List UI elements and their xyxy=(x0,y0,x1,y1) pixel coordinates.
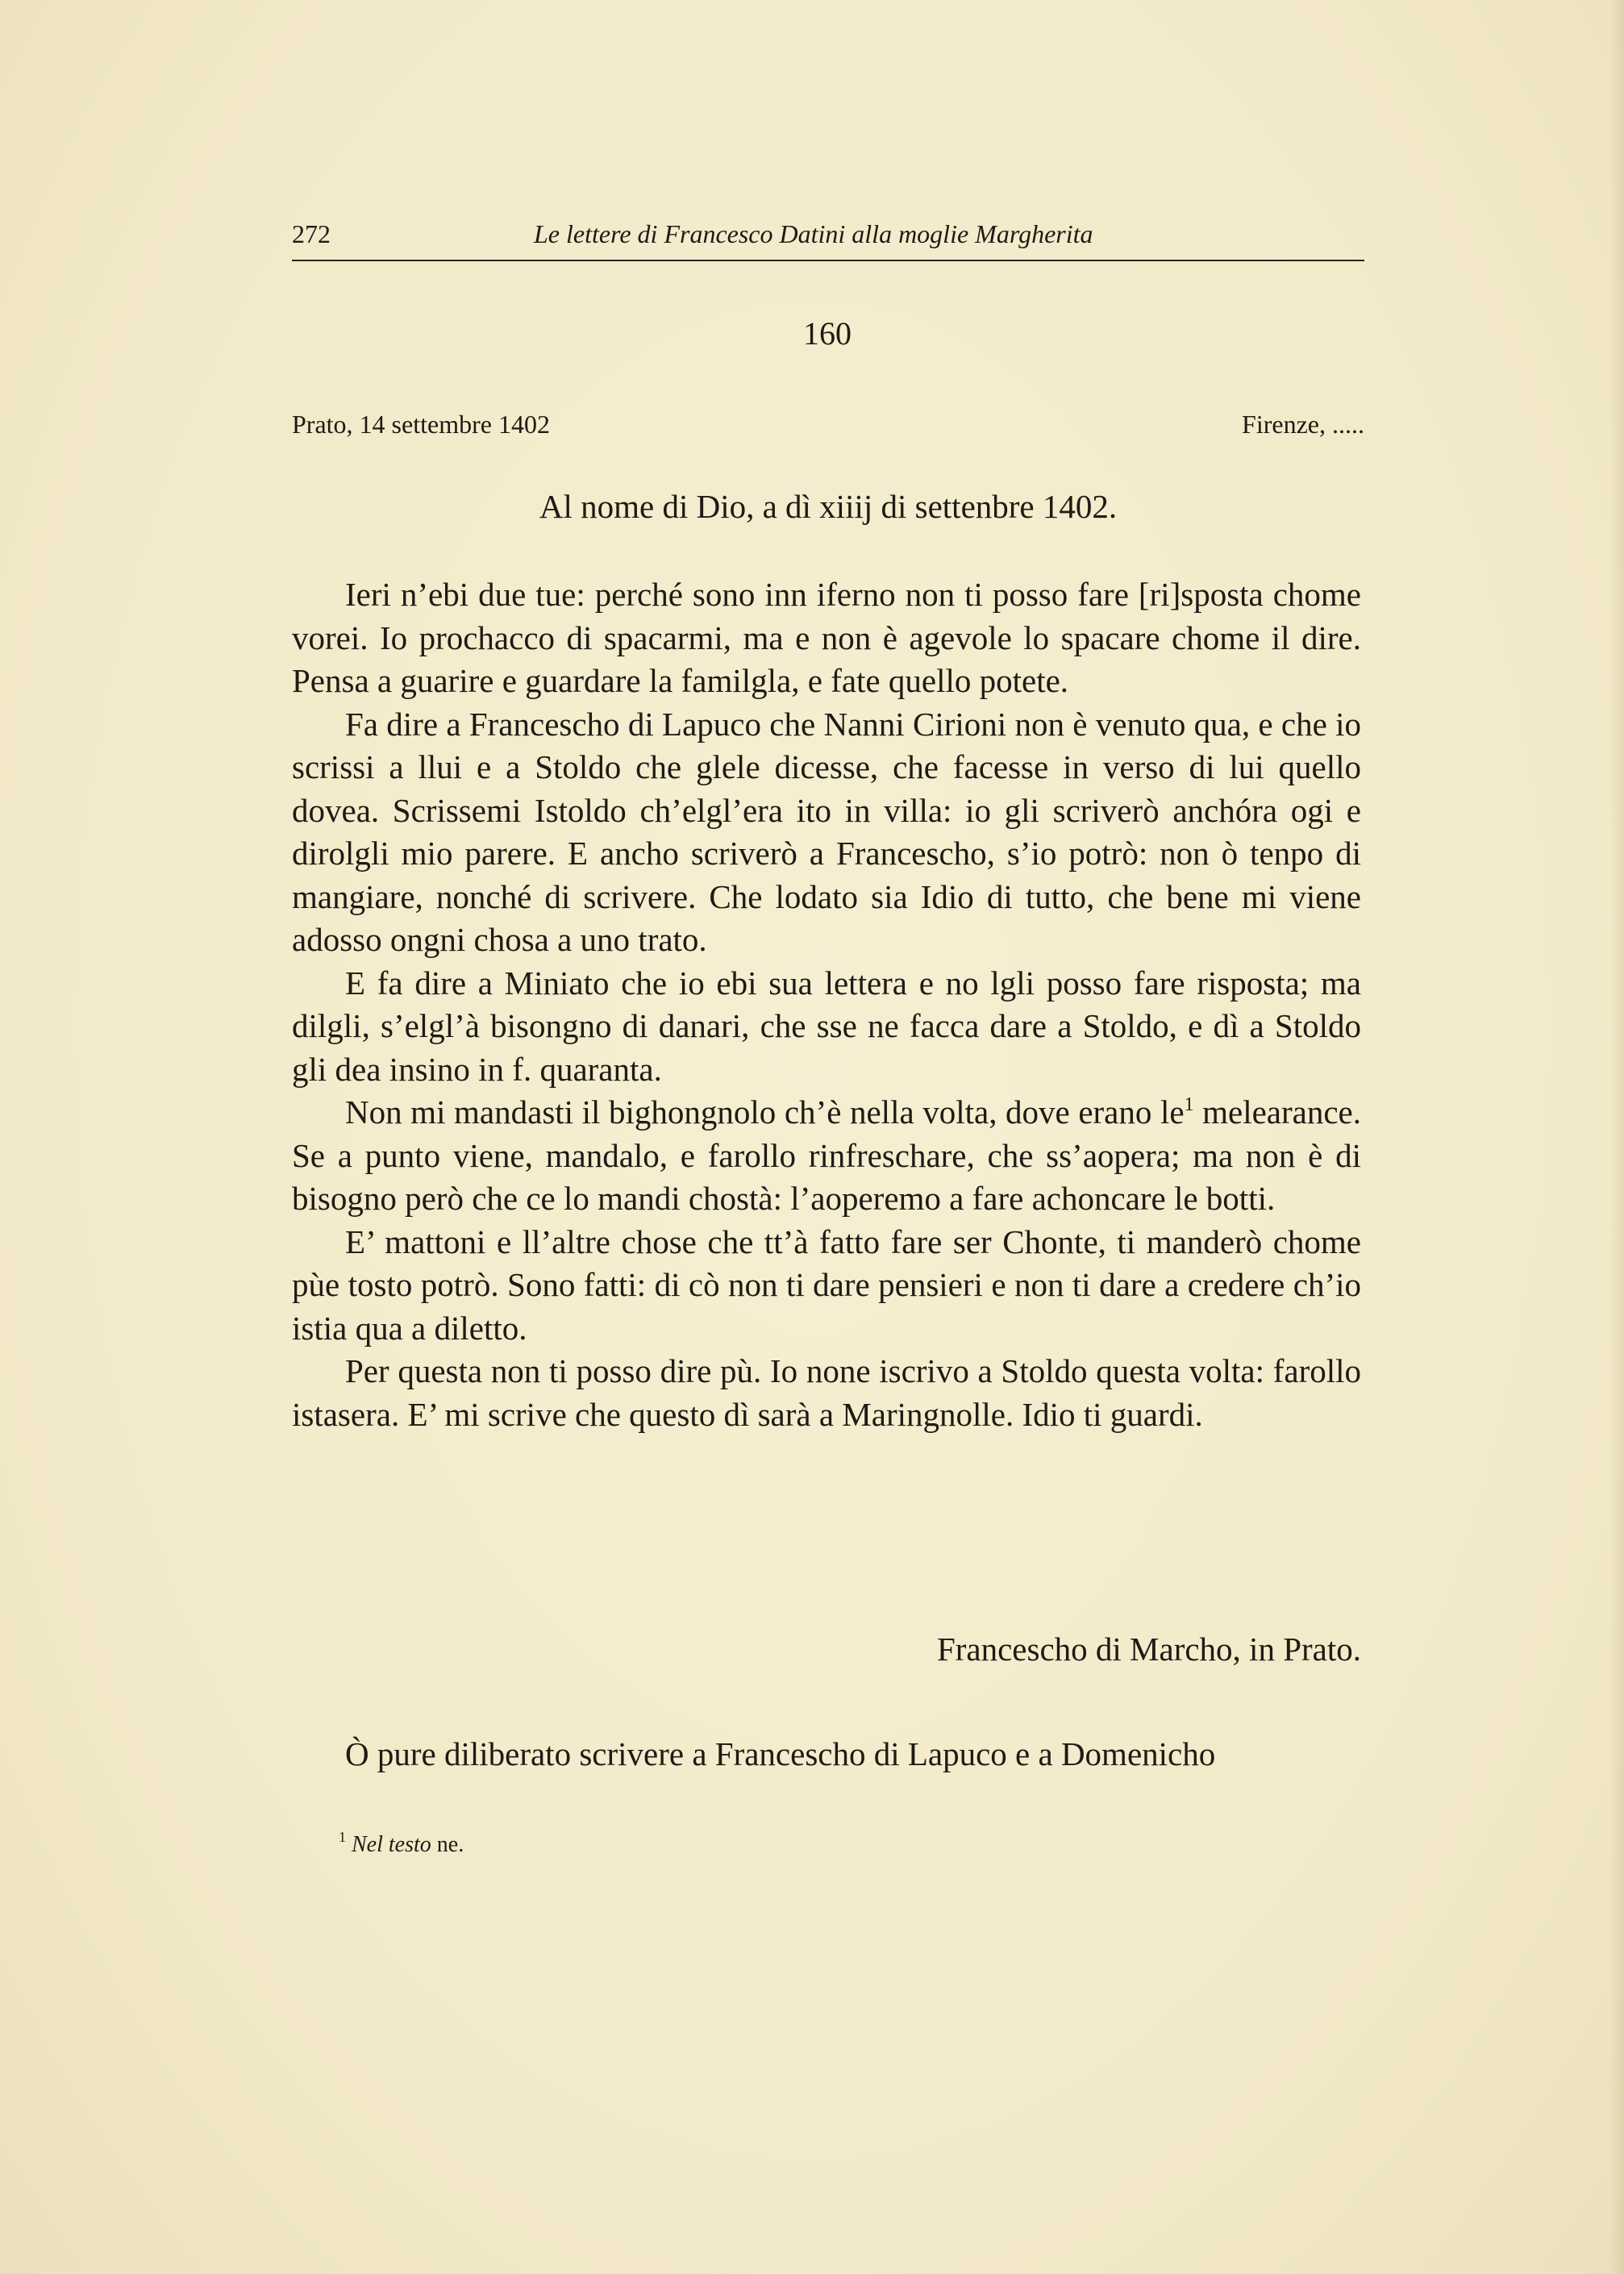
place-date-row xyxy=(292,410,1364,445)
paragraph-2: Fa dire a Francescho di Lapuco che Nanni Cirioni non è venuto qua, e che io scrissi a llui e a Stoldo che glele dicesse, che facesse in verso di lui quello dovea. Scrissemi Istoldo ch’elgl’era ito in villa: io gli scriverò anchóra ogi e dirolgli mio parere. E ancho scriverò a Francescho, s’io potrò: non ò tenpo di mangiare, nonché di scrivere. Che lodato sia Idio di tutto, che bene mi viene adosso ongni chosa a uno trato. xyxy=(292,705,1361,958)
letter-number: 160 xyxy=(803,315,852,352)
footnote xyxy=(339,1829,464,1858)
paragraph-5: E’ mattoni e ll’altre chose che tt’à fatto fare ser Chonte, ti manderò chome pùe tosto potrò. Sono fatti: di cò non ti dare pensieri e non ti dare a credere ch’io istia qua a diletto. xyxy=(292,1222,1361,1347)
page-number: 272 xyxy=(292,219,331,248)
running-title: Le lettere di Francesco Datini alla moglie Margherita xyxy=(534,219,1093,248)
letter-postscript: Ò pure diliberato scrivere a Francescho di Lapuco e a Domenicho xyxy=(345,1735,1216,1772)
letter-body xyxy=(292,573,1361,1436)
letter-salutation: Al nome di Dio, a dì xiiij di settenbre 1402. xyxy=(539,488,1118,525)
letter-signature: Francescho di Marcho, in Prato. xyxy=(936,1631,1361,1668)
place-date-to: Firenze, ..... xyxy=(1242,410,1364,439)
paragraph-6: Per questa non ti posso dire pù. Io none iscrivo a Stoldo questa volta: farollo istasera. E’ mi scrive che questo dì sarà a Maringnolle. Idio ti guardi. xyxy=(292,1352,1361,1433)
paragraph-1: Ieri n’ebi due tue: perché sono inn iferno non ti posso fare [ri]sposta chome vorei. Io prochacco di spacarmi, ma e non è agevole lo spacare chome il dire. Pensa a guarire e guardare la familgla, e fate quello potete. xyxy=(292,576,1361,699)
footnote-reference: 1 xyxy=(1184,1094,1194,1115)
place-date-from: Prato, 14 settembre 1402 xyxy=(292,410,550,439)
paragraph-3: E fa dire a Miniato che io ebi sua lettera e no lgli posso fare risposta; ma dilgli, s’elgl’à bisongno di danari, che sse ne facca dare a Stoldo, e dì a Stoldo gli dea insino in f. quaranta. xyxy=(292,964,1361,1088)
paragraph-4-text-b: melearance. Se a punto viene, mandalo, e farollo rinfreschare, che ss’aopera; ma non è di bisogno però che ce lo mandi chostà: l’aoperemo a fare achoncare le botti. xyxy=(292,1093,1361,1217)
paragraph-4 xyxy=(292,1091,1361,1221)
footnote-text: ne. xyxy=(436,1832,464,1857)
paragraph-4-text-a: Non mi mandasti il bighongnolo ch’è nella volta, dove erano le xyxy=(345,1093,1185,1131)
footnote-label: Nel testo xyxy=(352,1832,431,1857)
page-header xyxy=(292,219,1364,261)
footnote-mark: 1 xyxy=(339,1829,346,1845)
